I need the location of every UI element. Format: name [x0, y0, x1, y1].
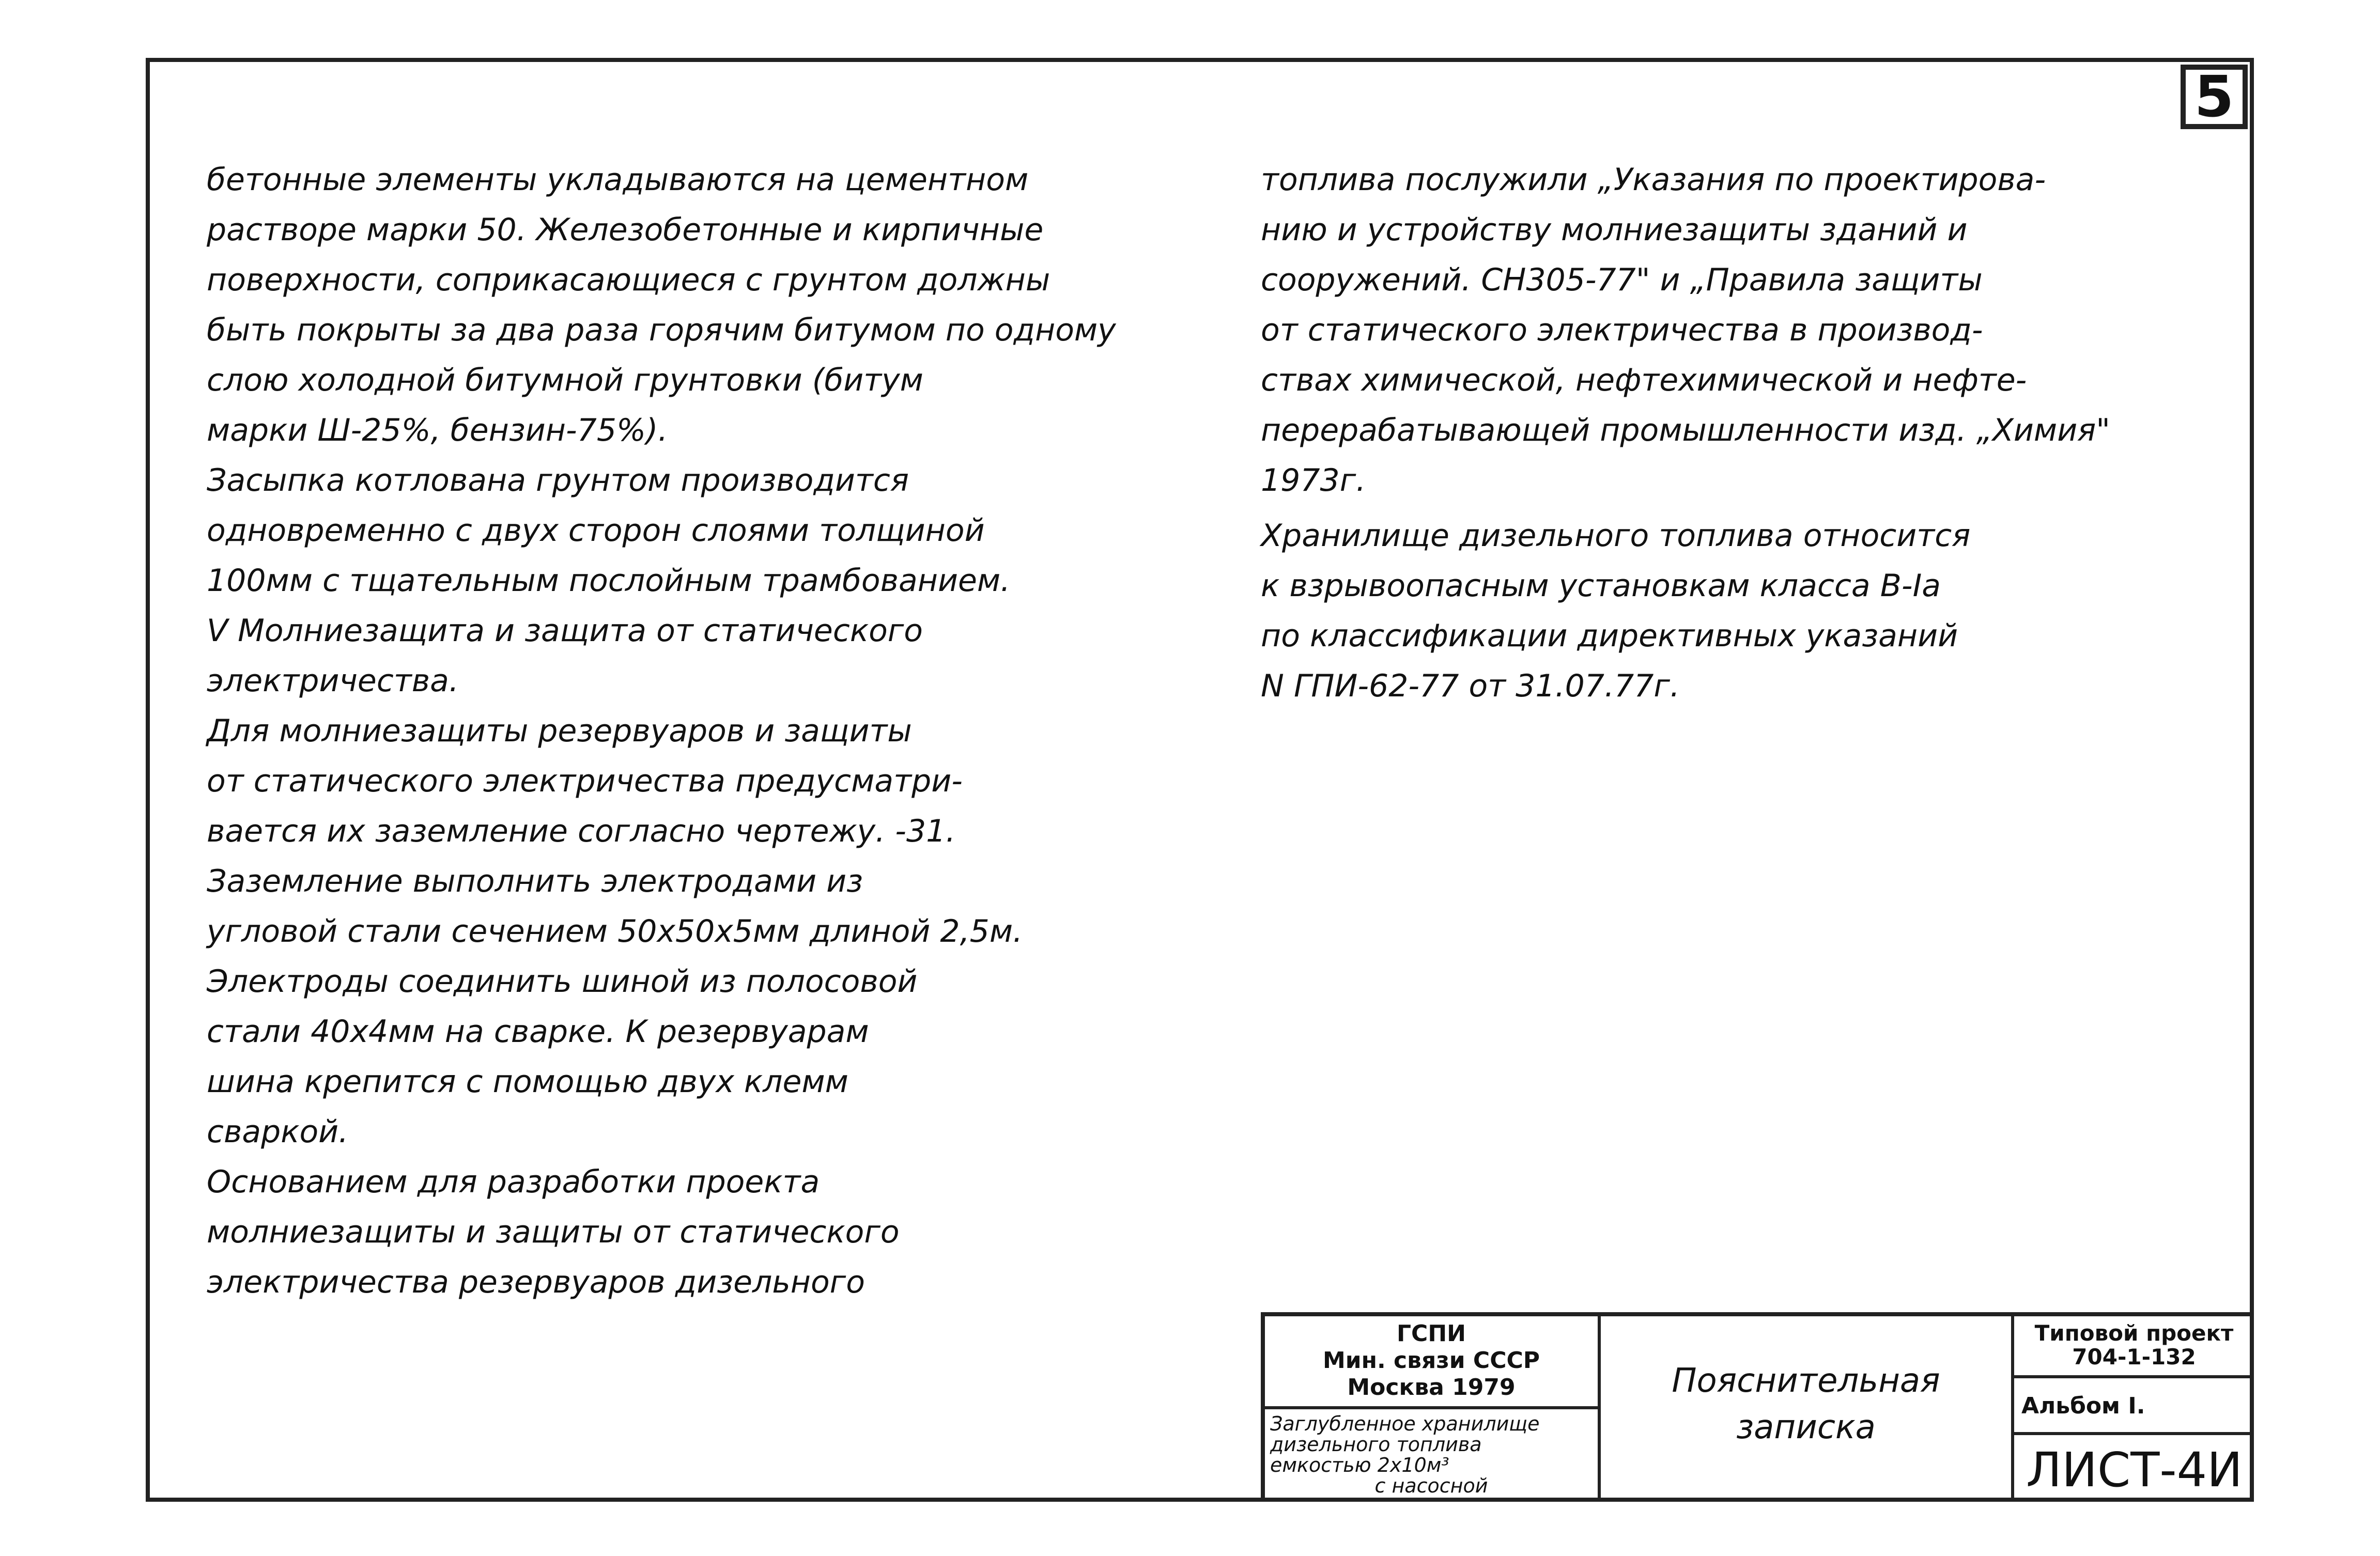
- text-line: перерабатывающей промышленности изд. „Химия": [1261, 412, 2110, 448]
- org-city-year: Москва 1979: [1347, 1374, 1516, 1401]
- text-line: стали 40х4мм на сварке. К резервуарам: [207, 1014, 869, 1050]
- text-line: вается их заземление согласно чертежу. -31.: [207, 813, 956, 849]
- text-line: топлива послужили „Указания по проектирова-: [1261, 162, 2046, 198]
- text-line: Засыпка котлована грунтом производится: [207, 462, 909, 499]
- text-line: Основанием для разработки проекта: [207, 1164, 820, 1200]
- title-block: [1261, 1312, 2254, 1502]
- text-line: угловой стали сечением 50х50х5мм длиной 2,5м.: [207, 913, 1023, 950]
- text-line: быть покрыты за два раза горячим битумом по одному: [207, 312, 1116, 348]
- text-line: слою холодной битумной грунтовки (битум: [207, 362, 923, 398]
- text-line: 1973г.: [1261, 462, 1366, 499]
- project-cell: [2014, 1316, 2254, 1378]
- text-line: марки Ш-25%, бензин-75%).: [207, 412, 668, 448]
- text-line: сооружений. СН305-77" и „Правила защиты: [1261, 262, 1983, 298]
- section-heading: V Молниезащита и защита от статического: [207, 613, 923, 649]
- document-title: записка: [1736, 1408, 1876, 1446]
- text-line: шина крепится с помощью двух клемм: [207, 1064, 848, 1100]
- text-line: Заземление выполнить электродами из: [207, 863, 863, 899]
- text-line: от статического электричества в производ-: [1261, 312, 1983, 348]
- text-line: бетонные элементы укладываются на цементном: [207, 162, 1029, 198]
- object-cell: [1265, 1409, 1601, 1502]
- section-heading: электричества.: [207, 663, 459, 699]
- organization-cell: [1265, 1316, 1601, 1409]
- left-text-column: [207, 155, 1219, 1308]
- text-line: одновременно с двух сторон слоями толщиной: [207, 512, 985, 549]
- document-title: Пояснительная: [1672, 1362, 1940, 1400]
- text-line: нию и устройству молниезащиты зданий и: [1261, 212, 1968, 248]
- text-line: Для молниезащиты резервуаров и защиты: [207, 713, 912, 749]
- text-line: молниезащиты и защиты от статического: [207, 1214, 900, 1250]
- text-line: по классификации директивных указаний: [1261, 618, 1958, 654]
- org-name: ГСПИ: [1397, 1320, 1466, 1347]
- text-line: 100мм с тщательным послойным трамбованием.: [207, 563, 1011, 599]
- object-line: дизельного топлива: [1270, 1433, 1482, 1456]
- text-line: N ГПИ-62-77 от 31.07.77г.: [1261, 668, 1680, 704]
- document-title-cell: [1601, 1316, 2014, 1502]
- text-line: от статического электричества предусматри-: [207, 763, 963, 799]
- object-line: емкостью 2х10м³: [1270, 1454, 1449, 1476]
- text-line: электричества резервуаров дизельного: [207, 1264, 865, 1300]
- text-line: поверхности, соприкасающиеся с грунтом должны: [207, 262, 1050, 298]
- org-ministry: Мин. связи СССР: [1322, 1347, 1540, 1374]
- object-line: с насосной: [1374, 1474, 1488, 1497]
- text-line: Хранилище дизельного топлива относится: [1261, 518, 1971, 554]
- text-line: ствах химической, нефтехимической и нефте-: [1261, 362, 2027, 398]
- text-line: Электроды соединить шиной из полосовой: [207, 963, 918, 1000]
- sheet-cell: ЛИСТ-4И: [2026, 1442, 2243, 1498]
- text-line: к взрывоопасным установкам класса В-Iа: [1261, 568, 1941, 604]
- album-cell: Альбом I.: [2014, 1378, 2254, 1435]
- sheet-number: 5: [2181, 65, 2248, 129]
- project-code: 704-1-132: [2072, 1344, 2196, 1370]
- text-line: растворе марки 50. Железобетонные и кирпичные: [207, 212, 1044, 248]
- project-type: Типовой проект: [2034, 1320, 2234, 1346]
- right-text-column: [1261, 155, 2232, 711]
- object-line: Заглубленное хранилище: [1270, 1412, 1540, 1435]
- text-line: сваркой.: [207, 1114, 349, 1150]
